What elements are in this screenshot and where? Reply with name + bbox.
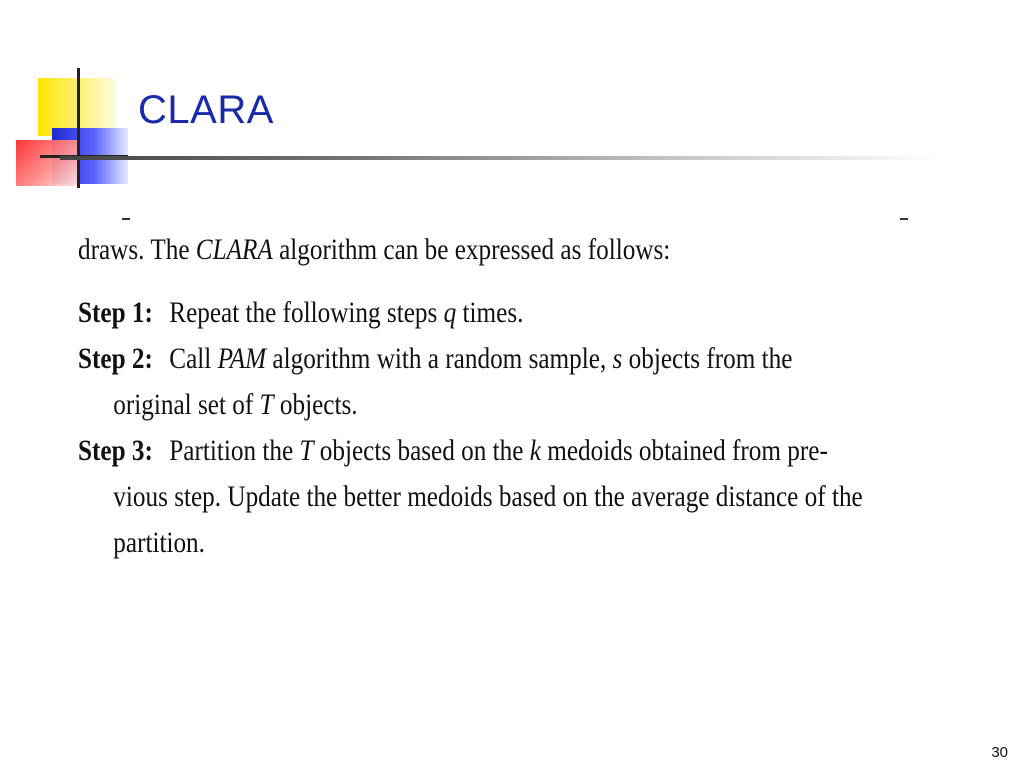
- intro-text: [78, 232, 800, 268]
- step-text: Call: [169, 342, 218, 375]
- slide-content: [78, 218, 938, 566]
- deco-red-square: [16, 140, 78, 186]
- step-text: objects.: [273, 388, 358, 421]
- step-text: Partition the: [169, 434, 300, 467]
- title-decoration: [0, 0, 140, 200]
- step-text: objects based on the: [313, 434, 530, 467]
- step-variable: PAM: [217, 342, 267, 375]
- step-text: original set of: [113, 388, 260, 421]
- page-number: 30: [991, 744, 1008, 761]
- step-2-line-2: [78, 382, 800, 428]
- step-3-label: Step 3:: [78, 434, 153, 467]
- deco-vertical-line: [77, 68, 80, 188]
- step-3-line-2: vious step. Update the better medoids based on the average distance of the: [113, 480, 863, 513]
- step-variable: k: [529, 434, 541, 467]
- step-text: Repeat the following steps: [169, 296, 444, 329]
- step-2-label: Step 2:: [78, 342, 153, 375]
- step-1-label: Step 1:: [78, 296, 153, 329]
- step-text: objects from the: [622, 342, 793, 375]
- step-text: times.: [456, 296, 524, 329]
- step-variable: q: [443, 296, 457, 329]
- step-2: [78, 336, 938, 428]
- step-1: [78, 290, 938, 336]
- title-underline: [60, 156, 940, 160]
- intro-algorithm-name: CLARA: [195, 233, 273, 266]
- step-variable: s: [612, 342, 623, 375]
- step-3-line-1: [78, 428, 828, 474]
- step-text: medoids obtained from pre-: [540, 434, 828, 467]
- steps-list: [78, 290, 938, 566]
- cropped-line-remnant: [78, 218, 938, 232]
- step-variable: T: [259, 388, 274, 421]
- intro-text-part: draws. The: [78, 233, 196, 266]
- step-2-line-1: [78, 336, 800, 382]
- step-3: [78, 428, 938, 566]
- intro-text-part: algorithm can be expressed as follows:: [272, 233, 671, 266]
- step-variable: T: [299, 434, 314, 467]
- step-3-line-3: partition.: [113, 526, 205, 559]
- step-text: algorithm with a random sample,: [266, 342, 613, 375]
- step-1-line-1: [78, 290, 800, 336]
- slide-title: CLARA: [138, 88, 274, 132]
